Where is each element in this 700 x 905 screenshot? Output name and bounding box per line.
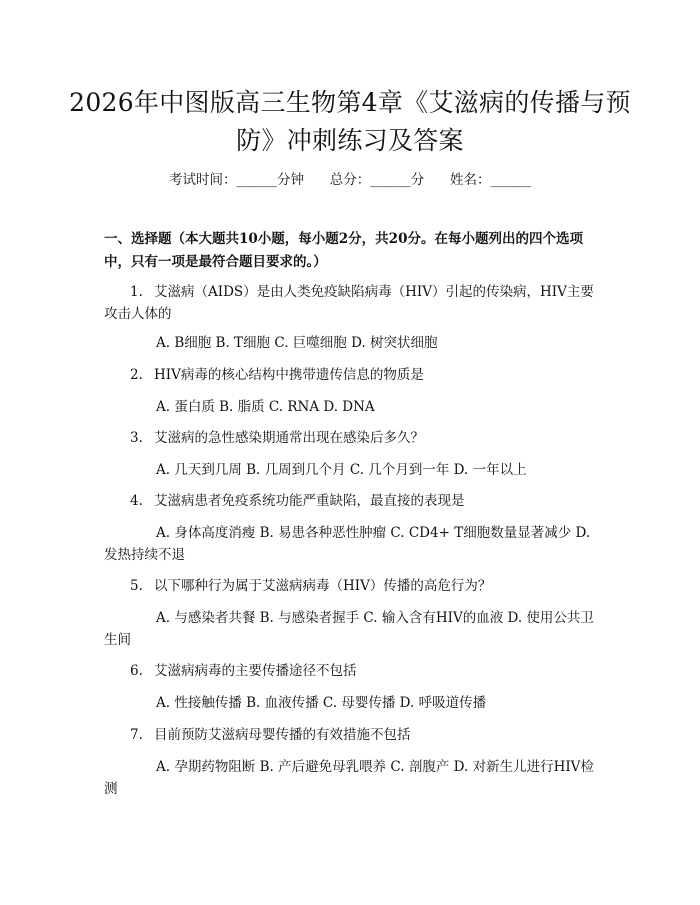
question-stem: 艾滋病患者免疫系统功能严重缺陷，最直接的表现是 bbox=[154, 493, 465, 509]
question-2 bbox=[104, 364, 604, 386]
section-heading: 一、选择题（本大题共10小题，每小题2分，共20分。在每小题列出的四个选项中，只有一项是最符合题目要求的。） bbox=[104, 231, 583, 270]
question-stem: 以下哪种行为属于艾滋病病毒（HIV）传播的高危行为？ bbox=[154, 578, 492, 594]
question-2-options bbox=[104, 396, 604, 418]
question-stem: 目前预防艾滋病母婴传播的有效措施不包括 bbox=[154, 727, 411, 743]
options-text: A. 与感染者共餐 B. 与感染者握手 C. 输入含有HIV的血液 D. 使用公共卫生间 bbox=[104, 610, 594, 648]
options-text: A. 蛋白质 B. 脂质 C. RNA D. DNA bbox=[156, 399, 375, 415]
question-number: 4. bbox=[130, 493, 143, 509]
options-text: A. 性接触传播 B. 血液传播 C. 母婴传播 D. 呼吸道传播 bbox=[156, 695, 487, 711]
question-number: 2. bbox=[130, 367, 143, 383]
exam-meta-line: 考试时间：______分钟 总分：______分 姓名：______ bbox=[169, 172, 531, 188]
options-text: A. 几天到几周 B. 几周到几个月 C. 几个月到一年 D. 一年以上 bbox=[156, 462, 527, 478]
question-stem: 艾滋病病毒的主要传播途径不包括 bbox=[154, 663, 357, 679]
question-number: 6. bbox=[130, 663, 143, 679]
question-stem: 艾滋病（AIDS）是由人类免疫缺陷病毒（HIV）引起的传染病，HIV主要攻击人体的 bbox=[104, 284, 594, 322]
question-6-options bbox=[104, 692, 604, 714]
question-5 bbox=[104, 575, 604, 597]
question-stem: 艾滋病的急性感染期通常出现在感染后多久？ bbox=[154, 430, 424, 446]
question-stem: HIV病毒的核心结构中携带遗传信息的物质是 bbox=[154, 367, 424, 383]
question-7-options bbox=[104, 756, 604, 800]
question-number: 1. bbox=[130, 284, 143, 300]
question-number: 3. bbox=[130, 430, 143, 446]
question-3 bbox=[104, 427, 604, 449]
question-number: 7. bbox=[130, 727, 143, 743]
document-title: 2026年中图版高三生物第4章《艾滋病的传播与预防》冲刺练习及答案 bbox=[69, 88, 631, 155]
question-6 bbox=[104, 660, 604, 682]
options-text: A. B细胞 B. T细胞 C. 巨噬细胞 D. 树突状细胞 bbox=[156, 335, 438, 351]
options-text: A. 身体高度消瘦 B. 易患各种恶性肿瘤 C. CD4+ T细胞数量显著减少 D. 发热持续不退 bbox=[104, 525, 591, 563]
question-7 bbox=[104, 724, 604, 746]
question-number: 5. bbox=[130, 578, 143, 594]
options-text: A. 孕期药物阻断 B. 产后避免母乳喂养 C. 剖腹产 D. 对新生儿进行HIV检测 bbox=[104, 759, 594, 797]
question-3-options bbox=[104, 459, 604, 481]
question-1 bbox=[104, 281, 604, 325]
question-1-options bbox=[104, 332, 604, 354]
question-4-options bbox=[104, 522, 604, 566]
question-4 bbox=[104, 490, 604, 512]
question-5-options bbox=[104, 607, 604, 651]
